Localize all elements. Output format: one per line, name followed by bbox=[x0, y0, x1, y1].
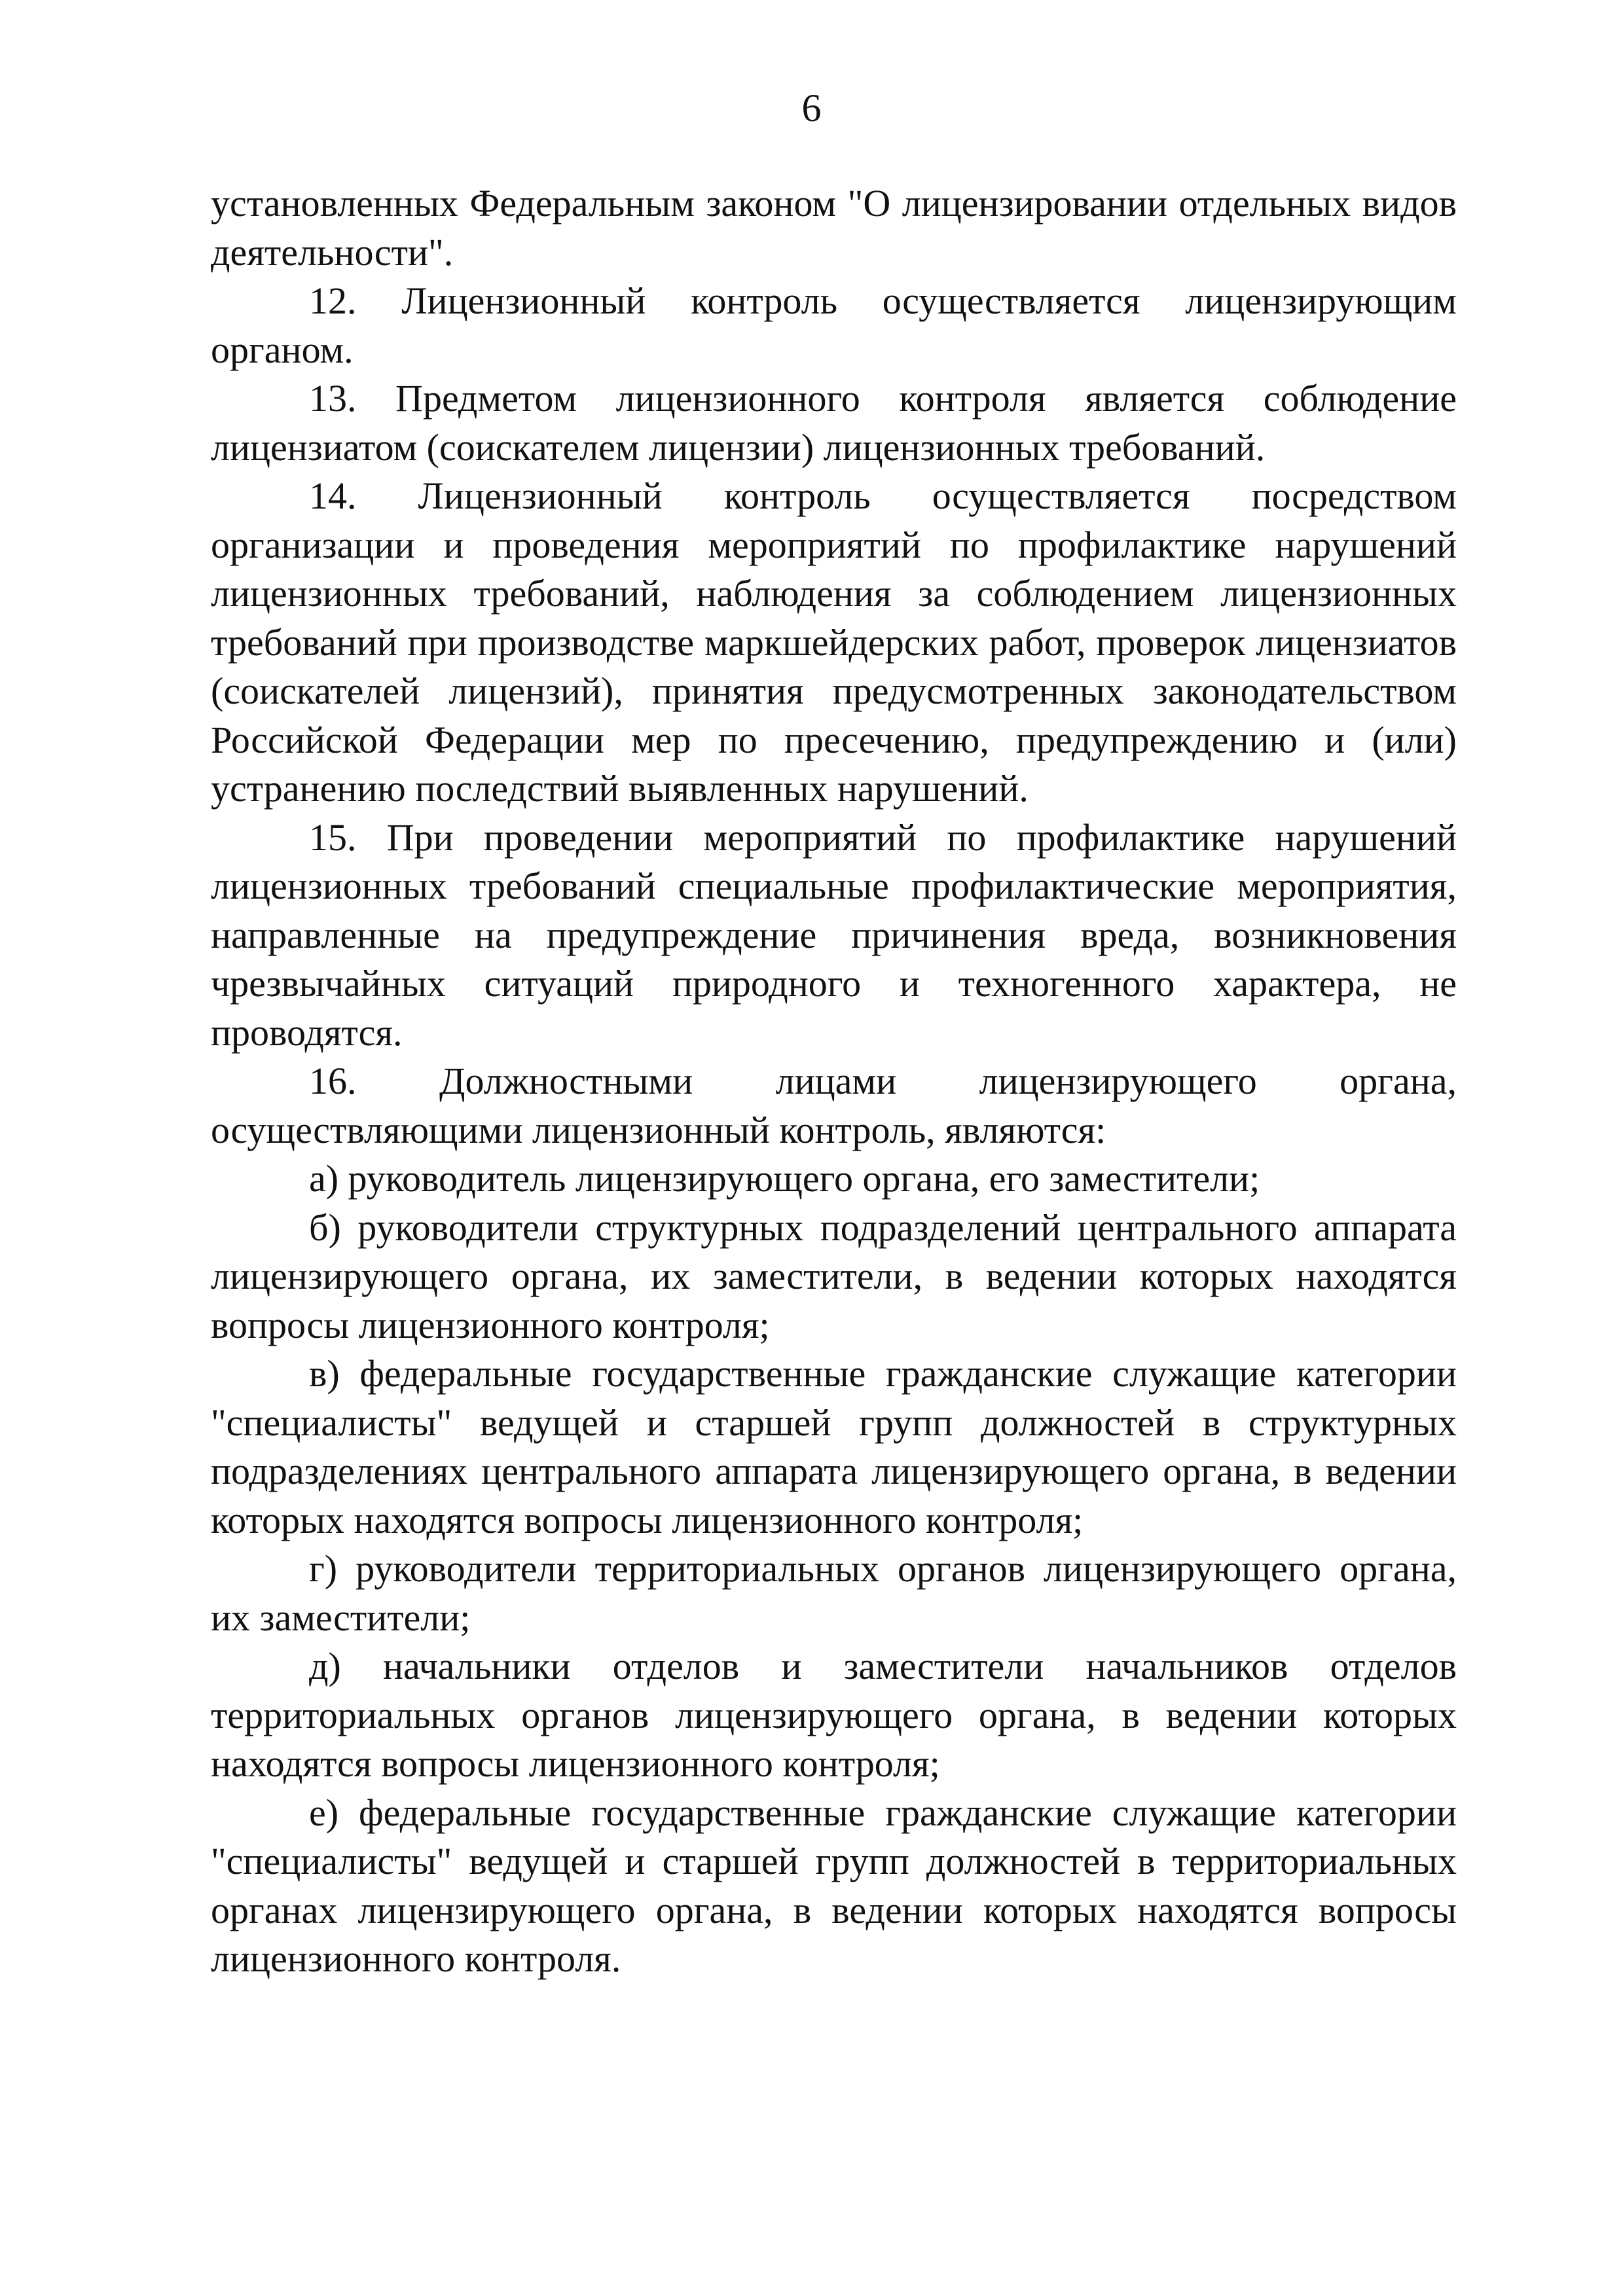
paragraph-continuation: установленных Федеральным законом "О лицензировании отдельных видов деятельности". bbox=[211, 182, 1457, 274]
document-body bbox=[211, 179, 1457, 1984]
list-item-d: д) начальники отделов и заместители начальников отделов территориальных органов лицензирующего органа, в ведении которых находятся вопросы лицензионного контроля; bbox=[211, 1645, 1457, 1785]
list-item-a: а) руководитель лицензирующего органа, его заместители; bbox=[309, 1157, 1260, 1200]
page-number: 6 bbox=[801, 86, 822, 130]
paragraph-14: 14. Лицензионный контроль осуществляется посредством организации и проведения мероприятий по профилактике нарушений лицензионных требований, наблюдения за соблюдением лицензионных требований при производстве маркшейдерских работ, проверок лицензиатов (соискателей лицензий), принятия предусмотренных законодательством Российской Федерации мер по пресечению, предупреждению и (или) устранению последствий выявленных нарушений. bbox=[211, 475, 1457, 810]
list-item-e: е) федеральные государственные гражданские служащие категории "специалисты" ведущей и старшей групп должностей в территориальных органах лицензирующего органа, в ведении которых находятся вопросы лицензионного контроля. bbox=[211, 1791, 1457, 1980]
paragraph-16: 16. Должностными лицами лицензирующего органа, осуществляющими лицензионный контроль, являются: bbox=[211, 1060, 1457, 1151]
list-item-b: б) руководители структурных подразделений центрального аппарата лицензирующего органа, их заместители, в ведении которых находятся вопросы лицензионного контроля; bbox=[211, 1206, 1457, 1346]
paragraph-15: 15. При проведении мероприятий по профилактике нарушений лицензионных требований специальные профилактические мероприятия, направленные на предупреждение причинения вреда, возникновения чрезвычайных ситуаций природного и техногенного характера, не проводятся. bbox=[211, 816, 1457, 1054]
list-item-v: в) федеральные государственные гражданские служащие категории "специалисты" ведущей и старшей групп должностей в структурных подразделениях центрального аппарата лицензирующего органа, в ведении которых находятся вопросы лицензионного контроля; bbox=[211, 1352, 1457, 1541]
paragraph-12: 12. Лицензионный контроль осуществляется лицензирующим органом. bbox=[211, 279, 1457, 371]
list-item-g: г) руководители территориальных органов лицензирующего органа, их заместители; bbox=[211, 1547, 1457, 1639]
paragraph-13: 13. Предметом лицензионного контроля является соблюдение лицензиатом (соискателем лицензии) лицензионных требований. bbox=[211, 377, 1457, 469]
